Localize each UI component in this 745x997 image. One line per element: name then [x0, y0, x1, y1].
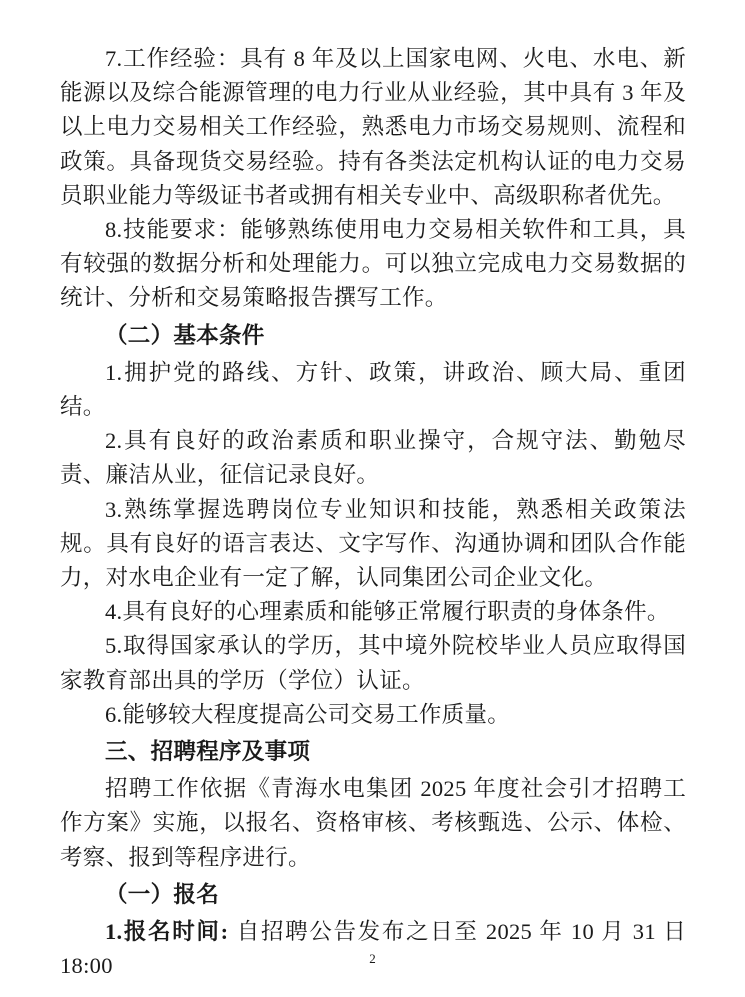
heading-recruitment-procedure: 三、招聘程序及事项 — [105, 739, 311, 765]
registration-time-label: 1.报名时间: — [105, 919, 229, 945]
heading-registration: （一）报名 — [105, 881, 220, 907]
heading-basic-conditions: （二）基本条件 — [105, 322, 265, 348]
paragraph-condition-6: 6.能够较大程度提高公司交易工作质量。 — [105, 701, 511, 727]
paragraph-condition-2: 2.具有良好的政治素质和职业操守，合规守法、勤勉尽责、廉洁从业，征信记录良好。 — [60, 428, 686, 488]
paragraph-procedure-overview: 招聘工作依据《青海水电集团 2025 年度社会引才招聘工作方案》实施，以报名、资格审核、考核甄选、公示、体检、考察、报到等程序进行。 — [60, 776, 686, 870]
document-body — [60, 42, 686, 983]
registration-time-value: 自招聘公告发布之日至 2025 年 10 月 31 日 18:00 — [60, 919, 687, 979]
paragraph-condition-1: 1.拥护党的路线、方针、政策，讲政治、顾大局、重团结。 — [60, 359, 686, 420]
paragraph-registration-time — [60, 915, 686, 983]
paragraph-skill-requirements: 8.技能要求：能够熟练使用电力交易相关软件和工具，具有较强的数据分析和处理能力。可以独立完成电力交易数据的统计、分析和交易策略报告撰写工作。 — [60, 217, 686, 311]
paragraph-condition-4: 4.具有良好的心理素质和能够正常履行职责的身体条件。 — [105, 599, 670, 625]
paragraph-work-experience: 7.工作经验：具有 8 年及以上国家电网、火电、水电、新能源以及综合能源管理的电力行业从业经验，其中具有 3 年及以上电力交易相关工作经验，熟悉电力市场交易规则、流程和政策。具备现货交易经验。持有各类法定机构认证的电力交易员职业能力等级证书者或拥有相关专业中、高级职称者优先。 — [60, 46, 686, 208]
paragraph-condition-3: 3.熟练掌握选聘岗位专业知识和技能，熟悉相关政策法规。具有良好的语言表达、文字写作、沟通协调和团队合作能力，对水电企业有一定了解，认同集团公司企业文化。 — [60, 496, 686, 591]
paragraph-condition-5: 5.取得国家承认的学历，其中境外院校毕业人员应取得国家教育部出具的学历（学位）认证。 — [60, 633, 686, 693]
page-number: 2 — [369, 951, 376, 966]
